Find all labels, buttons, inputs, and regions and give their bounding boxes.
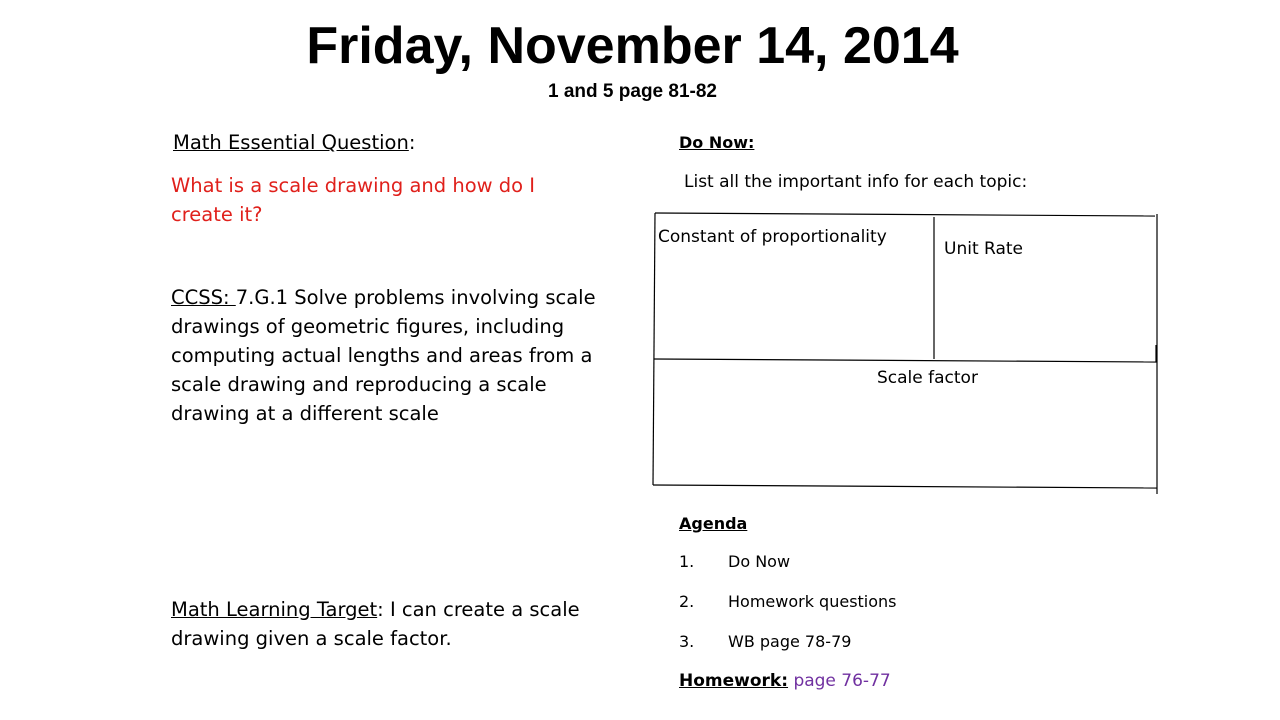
page-subtitle: 1 and 5 page 81-82: [548, 81, 717, 102]
table-left-border: [653, 213, 655, 485]
homework-line: [679, 671, 891, 691]
agenda-item-number: 2.: [679, 592, 695, 611]
agenda-item-text: Homework questions: [728, 592, 897, 611]
list-item: [679, 628, 897, 668]
learning-target-text: : I can create a scale drawing given a scale factor.: [171, 598, 580, 650]
cell-constant-of-proportionality: Constant of proportionality: [658, 227, 887, 247]
agenda-item-text: WB page 78-79: [728, 632, 852, 651]
homework-label: Homework:: [679, 671, 789, 691]
cell-unit-rate: Unit Rate: [944, 239, 1023, 259]
learning-target-label: Math Learning Target: [171, 598, 378, 621]
essential-question-colon: :: [408, 131, 416, 154]
list-item: [679, 588, 897, 628]
essential-question-text: What is a scale drawing and how do I create it?: [171, 174, 536, 226]
agenda-label: Agenda: [679, 514, 748, 533]
table-horizontal-divider: [654, 359, 1157, 362]
table-bottom-border: [653, 485, 1157, 488]
agenda-item-text: Do Now: [728, 552, 791, 571]
agenda-item-number: 3.: [679, 632, 695, 651]
do-now-label: Do Now:: [679, 133, 755, 152]
table-top-border: [655, 213, 1155, 216]
essential-question-label: Math Essential Question: [173, 131, 409, 154]
cell-scale-factor: Scale factor: [877, 368, 978, 388]
ccss-label: CCSS:: [171, 286, 236, 309]
list-item: [679, 548, 897, 588]
agenda-list: [679, 548, 897, 668]
agenda-item-number: 1.: [679, 552, 695, 571]
page-title: Friday, November 14, 2014: [306, 17, 959, 75]
homework-text: page 76-77: [793, 671, 891, 691]
do-now-instruction: List all the important info for each topic:: [684, 172, 1028, 192]
ccss-text: 7.G.1 Solve problems involving scale drawings of geometric figures, including computing actual lengths and areas from a scale drawing and reproducing a scale drawing at a different scale: [171, 286, 596, 425]
